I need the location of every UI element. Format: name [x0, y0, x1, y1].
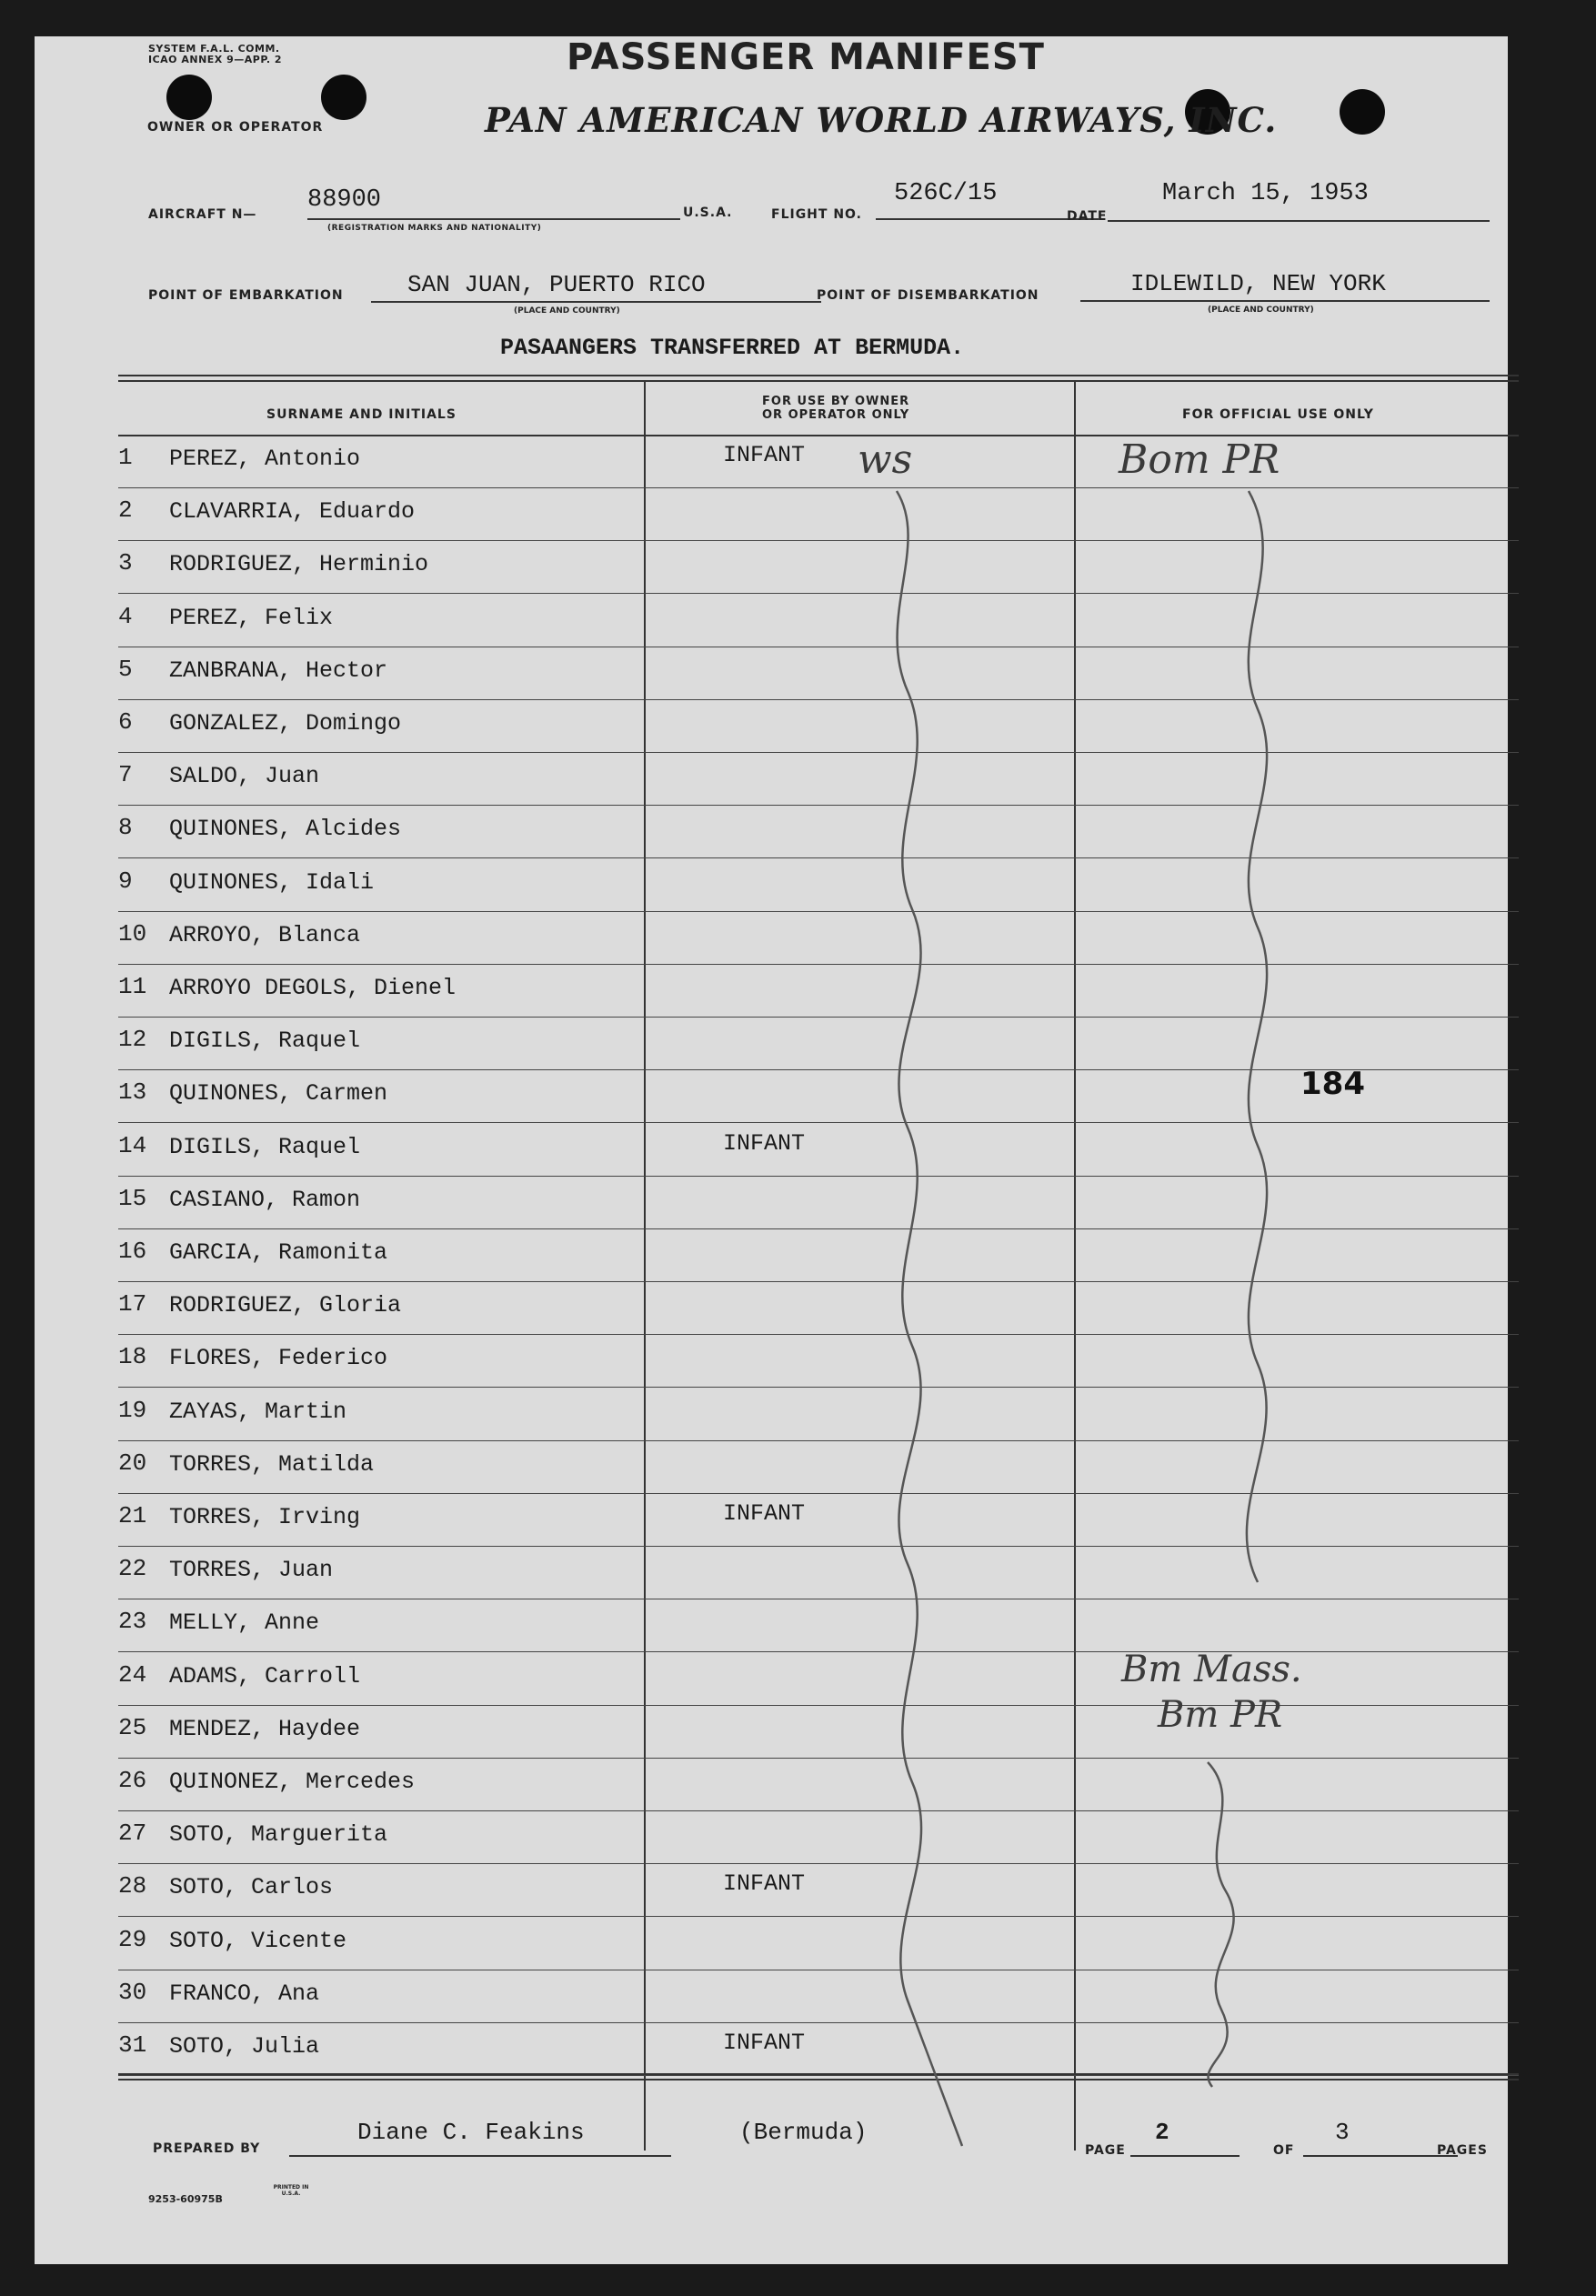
row-number: 30 — [118, 1978, 147, 2006]
passenger-name: QUINONES, Alcides — [169, 816, 402, 843]
transfer-note: PASAANGERS TRANSFERRED AT BERMUDA. — [500, 335, 965, 361]
printed-mark: PRINTED IN U.S.A. — [273, 2184, 309, 2197]
passenger-name: SOTO, Julia — [169, 2033, 320, 2060]
passenger-name: TORRES, Matilda — [169, 1450, 375, 1478]
passenger-name: GONZALEZ, Domingo — [169, 710, 402, 737]
location-value: (Bermuda) — [739, 2119, 868, 2146]
passenger-name: ARROYO DEGOLS, Dienel — [169, 975, 457, 1001]
row-number: 16 — [118, 1238, 147, 1265]
official-handwritten-mark: Bom PR — [1119, 436, 1280, 483]
passenger-name: ZANBRANA, Hector — [169, 657, 388, 684]
prepared-value: Diane C. Feakins — [357, 2119, 585, 2146]
embark-label: POINT OF EMBARKATION — [148, 288, 344, 303]
passenger-name: PEREZ, Antonio — [169, 446, 361, 472]
ditto-squiggle — [1247, 491, 1267, 1582]
page-value: 2 — [1155, 2119, 1169, 2146]
system-note-line: SYSTEM F.A.L. COMM. — [148, 43, 280, 55]
passenger-name: SOTO, Vicente — [169, 1927, 347, 1954]
passenger-name: DIGILS, Raquel — [169, 1028, 361, 1055]
date-value: March 15, 1953 — [1162, 180, 1369, 207]
row-number: 13 — [118, 1078, 147, 1107]
col-official: FOR OFFICIAL USE ONLY — [1182, 407, 1374, 422]
of-label: OF — [1273, 2143, 1295, 2158]
row-number: 12 — [118, 1026, 147, 1054]
pages-label: PAGES — [1437, 2143, 1488, 2158]
passenger-name: PEREZ, Felix — [169, 604, 334, 631]
passenger-name: DIGILS, Raquel — [169, 1133, 361, 1160]
row-number: 10 — [118, 919, 147, 947]
passenger-name: SOTO, Marguerita — [169, 1821, 388, 1849]
passenger-name: ADAMS, Carroll — [169, 1662, 361, 1689]
prepared-label: PREPARED BY — [153, 2141, 261, 2156]
passenger-name: SOTO, Carlos — [169, 1874, 334, 1901]
passenger-name: SALDO, Juan — [169, 763, 320, 790]
row-number: 14 — [118, 1131, 147, 1159]
row-number: 6 — [118, 708, 133, 736]
row-number: 1 — [118, 444, 133, 471]
row-number: 18 — [118, 1343, 147, 1371]
page-label: PAGE — [1085, 2143, 1126, 2158]
passenger-name: RODRIGUEZ, Gloria — [169, 1292, 402, 1319]
ditto-marks — [35, 36, 1508, 2264]
row-number: 26 — [118, 1767, 147, 1794]
registration-caption: (REGISTRATION MARKS AND NATIONALITY) — [327, 224, 542, 233]
disembark-caption: (PLACE AND COUNTRY) — [1208, 306, 1314, 315]
passenger-name: CLAVARRIA, Eduardo — [169, 498, 416, 526]
row-number: 27 — [118, 1820, 147, 1848]
passenger-name: ZAYAS, Martin — [169, 1398, 347, 1425]
row-number: 11 — [118, 973, 147, 1000]
passenger-name: MELLY, Anne — [169, 1609, 320, 1637]
system-note-line: ICAO ANNEX 9—APP. 2 — [148, 54, 283, 65]
date-label: DATE — [1067, 209, 1108, 224]
owner-note: INFANT — [723, 1870, 806, 1898]
ditto-squiggle — [1208, 1762, 1234, 2087]
passenger-name: FRANCO, Ana — [169, 1980, 320, 2007]
aircraft-value: 88900 — [307, 186, 382, 214]
official-handwritten-mark: Bm PR — [1158, 1694, 1283, 1736]
owner-label: OWNER OR OPERATOR — [147, 120, 324, 135]
passenger-name: FLORES, Federico — [169, 1345, 388, 1372]
usa-label: U.S.A. — [683, 206, 733, 220]
row-number: 7 — [118, 761, 133, 789]
passenger-name: MENDEZ, Haydee — [169, 1715, 361, 1742]
row-number: 9 — [118, 867, 133, 895]
row-number: 24 — [118, 1660, 147, 1689]
passenger-name: CASIANO, Ramon — [169, 1186, 361, 1213]
passenger-name: RODRIGUEZ, Herminio — [169, 551, 429, 578]
flight-value: 526C/15 — [894, 180, 998, 207]
passenger-name: QUINONES, Carmen — [169, 1080, 388, 1108]
col-owner-use-line: FOR USE BY OWNER — [762, 395, 910, 408]
row-number: 5 — [118, 655, 133, 683]
row-number: 29 — [118, 1925, 147, 1953]
row-number: 20 — [118, 1449, 147, 1477]
col-surname: SURNAME AND INITIALS — [266, 407, 457, 422]
owner-note: INFANT — [723, 442, 806, 468]
row-number: 17 — [118, 1290, 147, 1318]
ditto-squiggle — [897, 491, 962, 2146]
airline-name: PAN AMERICAN WORLD AIRWAYS, INC. — [485, 100, 1278, 140]
row-number: 4 — [118, 602, 133, 630]
owner-note: INFANT — [723, 1500, 806, 1527]
passenger-name: TORRES, Irving — [169, 1504, 361, 1530]
aircraft-label: AIRCRAFT N— — [148, 207, 257, 222]
manifest-sheet — [35, 36, 1508, 2264]
row-number: 15 — [118, 1184, 147, 1212]
page-title: PASSENGER MANIFEST — [567, 36, 1045, 78]
passenger-name: ARROYO, Blanca — [169, 921, 361, 948]
passenger-name: QUINONES, Idali — [169, 868, 375, 896]
of-value: 3 — [1335, 2119, 1350, 2146]
owner-note: INFANT — [723, 1129, 806, 1157]
row-number: 23 — [118, 1608, 147, 1636]
row-number: 21 — [118, 1502, 147, 1529]
row-number: 22 — [118, 1555, 147, 1583]
disembark-label: POINT OF DISEMBARKATION — [817, 288, 1039, 303]
row-number: 19 — [118, 1396, 147, 1424]
official-handwritten-mark: Bm Mass. — [1121, 1649, 1302, 1690]
owner-handwritten-mark: ws — [858, 436, 913, 483]
form-number: 9253-60975B — [148, 2193, 223, 2205]
passenger-name: TORRES, Juan — [169, 1557, 334, 1584]
row-number: 31 — [118, 2031, 147, 2059]
embark-caption: (PLACE AND COUNTRY) — [514, 306, 620, 316]
row-number: 3 — [118, 549, 133, 577]
col-owner-use-line: OR OPERATOR ONLY — [762, 408, 910, 422]
row-number: 2 — [118, 496, 133, 525]
flight-label: FLIGHT NO. — [771, 207, 862, 222]
stamp-number: 184 — [1300, 1066, 1365, 1102]
passenger-name: QUINONEZ, Mercedes — [169, 1769, 416, 1795]
row-number: 25 — [118, 1713, 147, 1741]
owner-note: INFANT — [723, 2030, 806, 2056]
embark-value: SAN JUAN, PUERTO RICO — [407, 271, 706, 298]
passenger-name: GARCIA, Ramonita — [169, 1239, 388, 1266]
row-number: 28 — [118, 1872, 147, 1900]
row-number: 8 — [118, 814, 133, 842]
disembark-value: IDLEWILD, NEW YORK — [1130, 270, 1386, 297]
